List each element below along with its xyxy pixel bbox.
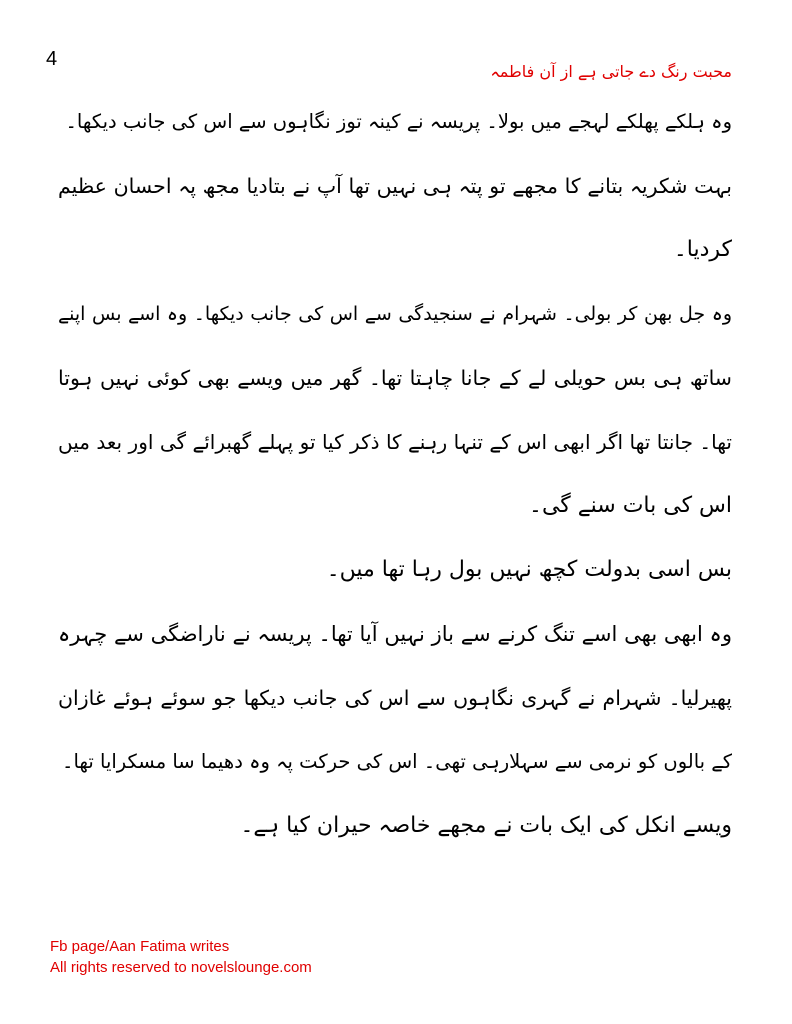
footer-rights: All rights reserved to novelslounge.com — [50, 959, 312, 976]
text-line: اس کی بات سنے گی۔ — [529, 493, 732, 518]
text-line: تھا۔ جانتا تھا اگر ابھی اس کے تنہا رہنے کا ذکر کیا تو پہلے گھبرائے گی اور بعد میں — [58, 430, 732, 454]
text-line: کردیا۔ — [673, 237, 732, 262]
paragraph-1 — [58, 92, 732, 156]
text-line: ساتھ ہی بس حویلی لے کے جانا چاہتا تھا۔ گھر میں ویسے بھی کوئی نہیں ہوتا — [58, 366, 732, 390]
text-line: کے بالوں کو نرمی سے سہلارہی تھی۔ اس کی حرکت پہ وہ دھیما سا مسکرایا تھا۔ — [62, 750, 732, 773]
footer-fb-page: Fb page/Aan Fatima writes — [50, 938, 230, 955]
document-body — [58, 92, 732, 942]
paragraph-2 — [58, 156, 732, 284]
page-number: 4 — [46, 48, 58, 70]
text-line: وہ جل بھن کر بولی۔ شہرام نے سنجیدگی سے اس کی جانب دیکھا۔ وہ اسے بس اپنے — [58, 303, 732, 325]
paragraph-4 — [58, 540, 732, 604]
text-line: ویسے انکل کی ایک بات نے مجھے خاصہ حیران کیا ہے۔ — [240, 813, 732, 838]
text-line: پھیرلیا۔ شہرام نے گہری نگاہوں سے اس کی جانب دیکھا جو سوئے ہوئے غازان — [58, 686, 732, 710]
paragraph-3 — [58, 284, 732, 540]
footer-credits — [50, 936, 312, 978]
running-header-title: محبت رنگ دے جاتی ہے از آن فاطمہ — [490, 62, 732, 81]
text-line: بہت شکریہ بتانے کا مجھے تو پتہ ہی نہیں تھا آپ نے بتادیا مجھ پہ احسان عظیم — [58, 174, 732, 198]
text-line: وہ ہلکے پھلکے لہجے میں بولا۔ پریسہ نے کینہ توز نگاہوں سے اس کی جانب دیکھا۔ — [65, 110, 732, 133]
text-line: بس اسی بدولت کچھ نہیں بول رہا تھا میں۔ — [326, 557, 732, 582]
paragraph-6 — [58, 796, 732, 860]
paragraph-5 — [58, 604, 732, 796]
text-line: وہ ابھی بھی اسے تنگ کرنے سے باز نہیں آیا تھا۔ پریسہ نے ناراضگی سے چہرہ — [58, 622, 732, 646]
